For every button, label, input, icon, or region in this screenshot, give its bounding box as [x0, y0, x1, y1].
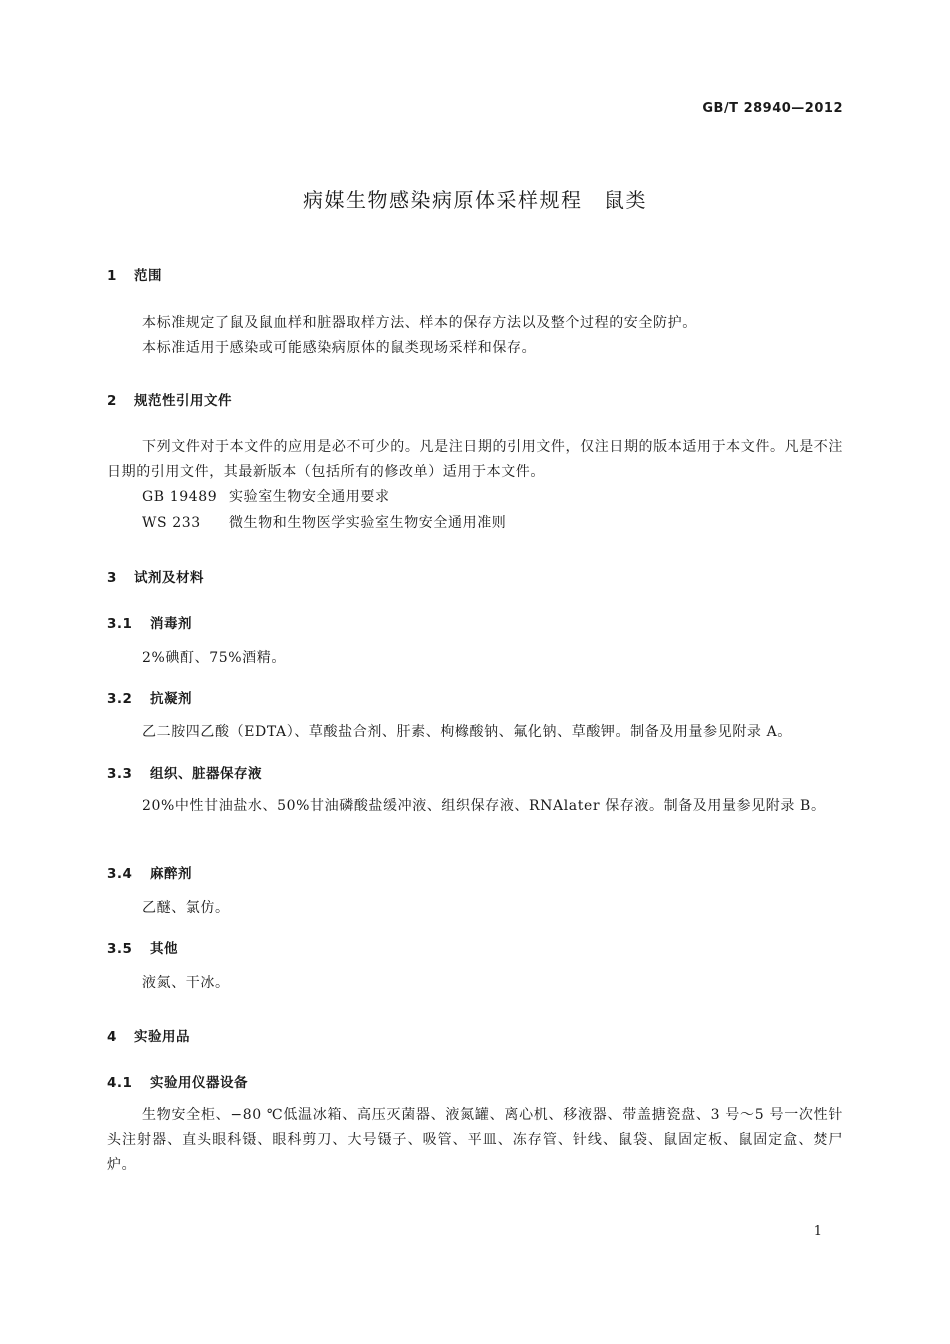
paragraph: 乙二胺四乙酸（EDTA）、草酸盐合剂、肝素、枸橼酸钠、氟化钠、草酸钾。制备及用量参见附录 A。: [142, 724, 792, 740]
subsection-3-3-heading: [107, 762, 262, 782]
subsection-title: 组织、脏器保存液: [150, 766, 262, 782]
subsection-number: 3.4: [107, 866, 133, 882]
subsection-number: 3.3: [107, 766, 133, 782]
paragraph: 下列文件对于本文件的应用是必不可少的。凡是注日期的引用文件，仅注日期的版本适用于本文件。凡是不注日期的引用文件，其最新版本（包括所有的修改单）适用于本文件。: [107, 439, 843, 480]
reference-code: GB 19489: [142, 489, 218, 505]
section-3-heading: [107, 566, 204, 586]
section-title: 范围: [134, 268, 162, 284]
paragraph: 液氮、干冰。: [142, 975, 230, 991]
subsection-title: 抗凝剂: [150, 691, 192, 707]
subsection-3-4-heading: [107, 862, 192, 882]
subsection-number: 4.1: [107, 1075, 133, 1091]
subsection-title: 实验用仪器设备: [150, 1075, 248, 1091]
document-title: 病媒生物感染病原体采样规程 鼠类: [303, 188, 647, 212]
section-number: 3: [107, 570, 117, 586]
subsection-title: 其他: [150, 941, 178, 957]
reference-title: 实验室生物安全通用要求: [229, 489, 390, 505]
subsection-4-1-heading: [107, 1071, 248, 1091]
subsection-3-5-heading: [107, 937, 178, 957]
subsection-number: 3.5: [107, 941, 133, 957]
page-number: 1: [813, 1224, 822, 1239]
subsection-3-1-heading: [107, 612, 192, 632]
reference-code: WS 233: [142, 515, 201, 531]
subsection-title: 消毒剂: [150, 616, 192, 632]
subsection-3-2-heading: [107, 687, 192, 707]
section-1-heading: [107, 264, 162, 284]
section-number: 4: [107, 1029, 117, 1045]
section-number: 2: [107, 393, 117, 409]
reference-title: 微生物和生物医学实验室生物安全通用准则: [229, 515, 507, 531]
section-title: 规范性引用文件: [134, 393, 232, 409]
section-4-heading: [107, 1025, 190, 1045]
paragraph: 2%碘酊、75%酒精。: [142, 650, 286, 666]
standard-number: GB/T 28940—2012: [702, 101, 843, 116]
section-number: 1: [107, 268, 117, 284]
section-2-heading: [107, 389, 232, 409]
section-title: 实验用品: [134, 1029, 190, 1045]
normative-reference: [142, 486, 390, 506]
subsection-title: 麻醉剂: [150, 866, 192, 882]
paragraph: 生物安全柜、−80 ℃低温冰箱、高压灭菌器、液氮罐、离心机、移液器、带盖搪瓷盘、3 号～5 号一次性针头注射器、直头眼科镊、眼科剪刀、大号镊子、吸管、平皿、冻存管、针线、鼠袋、鼠固定板、鼠固定盒、焚尸炉。: [107, 1107, 843, 1173]
section-title: 试剂及材料: [134, 570, 204, 586]
paragraph: 20%中性甘油盐水、50%甘油磷酸盐缓冲液、组织保存液、RNAlater 保存液。制备及用量参见附录 B。: [142, 798, 826, 814]
paragraph: 乙醚、氯仿。: [142, 900, 230, 916]
paragraph: 本标准适用于感染或可能感染病原体的鼠类现场采样和保存。: [142, 340, 537, 356]
subsection-number: 3.2: [107, 691, 133, 707]
paragraph: 本标准规定了鼠及鼠血样和脏器取样方法、样本的保存方法以及整个过程的安全防护。: [142, 315, 697, 331]
subsection-number: 3.1: [107, 616, 133, 632]
normative-reference: [142, 512, 506, 532]
